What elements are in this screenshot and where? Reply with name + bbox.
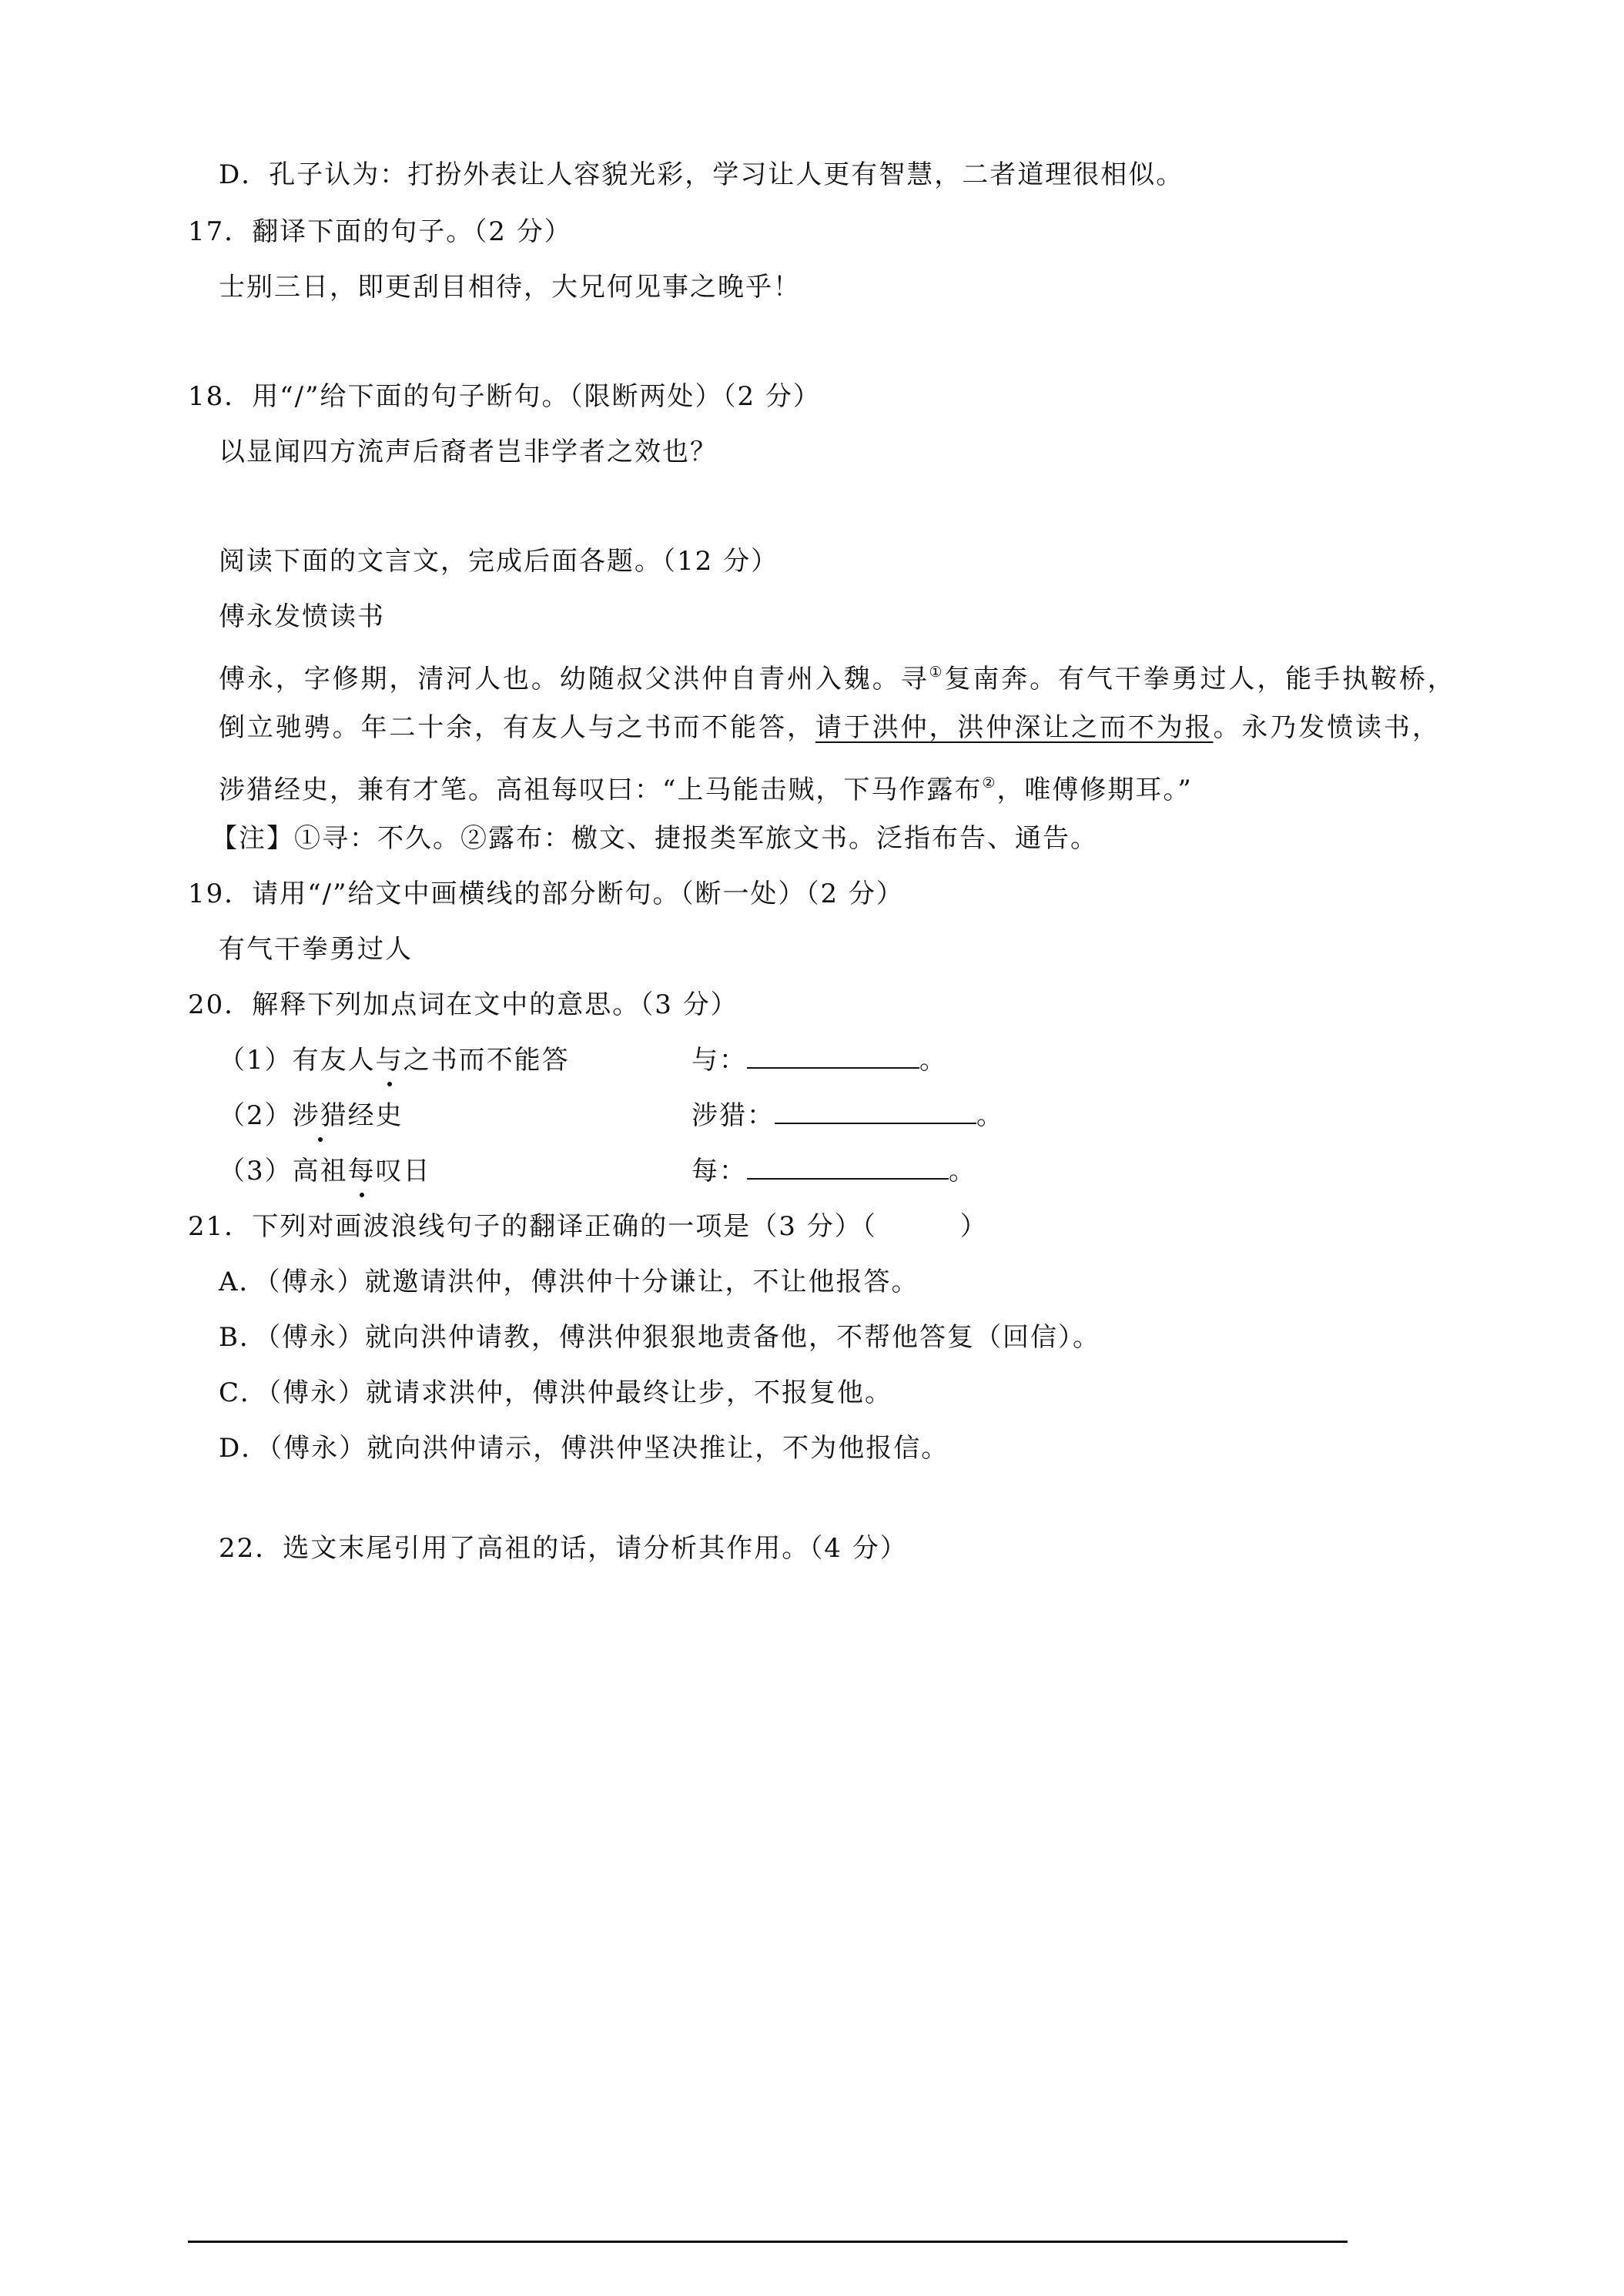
passage-line-1 — [219, 654, 1456, 697]
passage-line-1-b: 复南奔。有气干拳勇过人，能手执鞍桥， — [944, 664, 1456, 694]
answer-blank-1[interactable] — [747, 1044, 919, 1069]
q20-answer-3 — [691, 1153, 976, 1189]
q20-item-2-post: 经史 — [347, 1100, 403, 1131]
passage-intro: 阅读下面的文言文，完成后面各题。（12 分） — [219, 546, 779, 577]
passage-line-2-a: 倒立驰骋。年二十余，有友人与之书而不能答， — [219, 712, 815, 743]
passage-line-3-b: ，唯傅修期耳。” — [996, 775, 1193, 805]
q20-item-1 — [219, 1043, 570, 1078]
q21-option-c: C．（傅永）就请求洪仲，傅洪仲最终让步，不报复他。 — [219, 1377, 893, 1408]
q21-option-b: B．（傅永）就向洪仲请教，傅洪仲狠狠地责备他，不帮他答复（回信）。 — [219, 1322, 1100, 1353]
q22-stem: 22．选文末尾引用了高祖的话，请分析其作用。（4 分） — [219, 1533, 908, 1564]
q21-option-a: A．（傅永）就邀请洪仲，傅洪仲十分谦让，不让他报答。 — [219, 1267, 919, 1297]
q20-stem: 20．解释下列加点词在文中的意思。（3 分） — [188, 989, 738, 1020]
footnote-marker-2: ② — [982, 775, 997, 792]
q20-answer-1-end: 。 — [919, 1045, 947, 1076]
q20-answer-3-end: 。 — [949, 1156, 976, 1186]
q20-item-2 — [219, 1098, 403, 1133]
q20-answer-3-label: 每： — [691, 1156, 747, 1186]
q20-item-1-dotted: 与 — [375, 1045, 403, 1076]
underlined-sentence: 请于洪仲，洪仲深让之而不为报 — [815, 712, 1214, 743]
q18-sentence: 以显闻四方流声后裔者岂非学者之效也？ — [219, 437, 718, 467]
q20-item-1-post: 之书而不能答 — [403, 1045, 570, 1076]
q20-answer-2-end: 。 — [976, 1100, 1004, 1131]
footer-divider — [188, 2241, 1348, 2243]
q21-option-d: D．（傅永）就向洪仲请示，傅洪仲坚决推让，不为他报信。 — [219, 1433, 949, 1464]
q20-answer-2 — [691, 1098, 1004, 1133]
q19-stem: 19．请用“/”给文中画横线的部分断句。（断一处）（2 分） — [188, 879, 904, 909]
passage-title: 傅永发愤读书 — [219, 601, 385, 632]
q20-item-2-dotted: 涉猎 — [292, 1100, 348, 1131]
q17-stem: 17．翻译下面的句子。（2 分） — [188, 216, 572, 247]
passage-line-3 — [219, 765, 1193, 808]
q17-sentence: 士别三日，即更刮目相待，大兄何见事之晚乎！ — [219, 272, 801, 303]
passage-line-2-b: 。永乃发愤读书， — [1213, 712, 1441, 743]
q20-answer-2-label: 涉猎： — [691, 1100, 775, 1131]
q20-item-3-post: 叹日 — [375, 1156, 431, 1186]
passage-line-3-a: 涉猎经史，兼有才笔。高祖每叹曰：“上马能击贼，下马作露布 — [219, 775, 983, 805]
q21-stem: 21．下列对画波浪线句子的翻译正确的一项是（3 分）（ ） — [188, 1211, 988, 1242]
q20-answer-1 — [691, 1043, 947, 1078]
q18-stem: 18．用“/”给下面的句子断句。（限断两处）（2 分） — [188, 381, 821, 412]
passage-line-1-a: 傅永，字修期，清河人也。幼随叔父洪仲自青州入魏。寻 — [219, 664, 929, 694]
q20-answer-1-label: 与： — [691, 1045, 747, 1076]
footnote-marker-1: ① — [929, 664, 945, 681]
passage-note: 【注】①寻：不久。②露布：檄文、捷报类军旅文书。泛指布告、通告。 — [211, 823, 1098, 854]
answer-blank-2[interactable] — [775, 1099, 976, 1124]
passage-line-2 — [219, 710, 1441, 745]
q20-item-3 — [219, 1153, 431, 1189]
answer-blank-3[interactable] — [747, 1155, 949, 1180]
q16-option-d: D．孔子认为：打扮外表让人容貌光彩，学习让人更有智慧，二者道理很相似。 — [219, 159, 1184, 190]
q20-item-3-pre: （3）高祖 — [219, 1156, 348, 1186]
q20-item-2-pre: （2） — [219, 1100, 293, 1131]
q19-sentence: 有气干拳勇过人 — [219, 934, 413, 965]
q20-item-1-pre: （1）有友人 — [219, 1045, 376, 1076]
q20-item-3-dotted: 每 — [347, 1156, 376, 1186]
